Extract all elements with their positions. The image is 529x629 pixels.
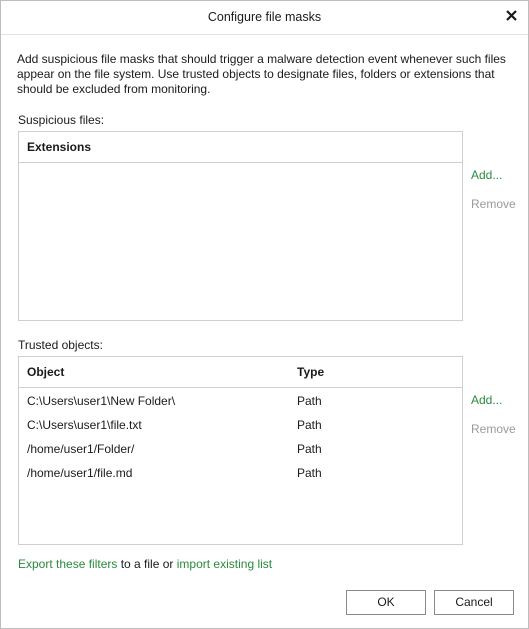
table-row[interactable]	[19, 437, 462, 461]
suspicious-files-grid[interactable]	[18, 131, 463, 321]
type-cell: Path	[297, 466, 322, 480]
object-cell: C:\Users\user1\file.txt	[27, 418, 142, 432]
trusted-add-button[interactable]: Add...	[471, 393, 503, 407]
suspicious-remove-button[interactable]: Remove	[471, 197, 516, 211]
grid-header	[19, 132, 462, 163]
suspicious-files-label: Suspicious files:	[18, 113, 105, 127]
type-cell: Path	[297, 418, 322, 432]
trusted-objects-label: Trusted objects:	[18, 338, 103, 352]
import-list-link[interactable]: import existing list	[176, 557, 273, 571]
object-cell: C:\Users\user1\New Folder\	[27, 394, 176, 408]
table-row[interactable]	[19, 461, 462, 485]
trusted-remove-button[interactable]: Remove	[471, 422, 516, 436]
type-cell: Path	[297, 394, 322, 408]
object-cell: /home/user1/file.md	[27, 466, 133, 480]
type-cell: Path	[297, 442, 322, 456]
column-header-extensions[interactable]: Extensions	[27, 140, 92, 154]
column-header-object[interactable]: Object	[27, 365, 65, 379]
cancel-button[interactable]: Cancel	[434, 590, 514, 615]
ok-button[interactable]: OK	[346, 590, 426, 615]
close-icon[interactable]	[505, 8, 519, 24]
trusted-objects-grid[interactable]	[18, 356, 463, 545]
object-cell: /home/user1/Folder/	[27, 442, 135, 456]
table-row[interactable]	[19, 413, 462, 437]
title-bar	[1, 1, 528, 35]
grid-header	[19, 357, 462, 388]
export-filters-link[interactable]: Export these filters	[18, 557, 118, 571]
column-header-type[interactable]: Type	[297, 365, 325, 379]
export-import-footer	[18, 557, 272, 571]
table-row[interactable]	[19, 389, 462, 413]
footer-middle-text: to a file or	[117, 557, 177, 571]
dialog-description: Add suspicious file masks that should trigger a malware detection event whenever such files appear on the file system. Use trusted objects to designate files, folders or extensions that should be excluded from monitoring.	[17, 52, 506, 96]
dialog-title: Configure file masks	[207, 10, 322, 24]
suspicious-add-button[interactable]: Add...	[471, 168, 503, 182]
